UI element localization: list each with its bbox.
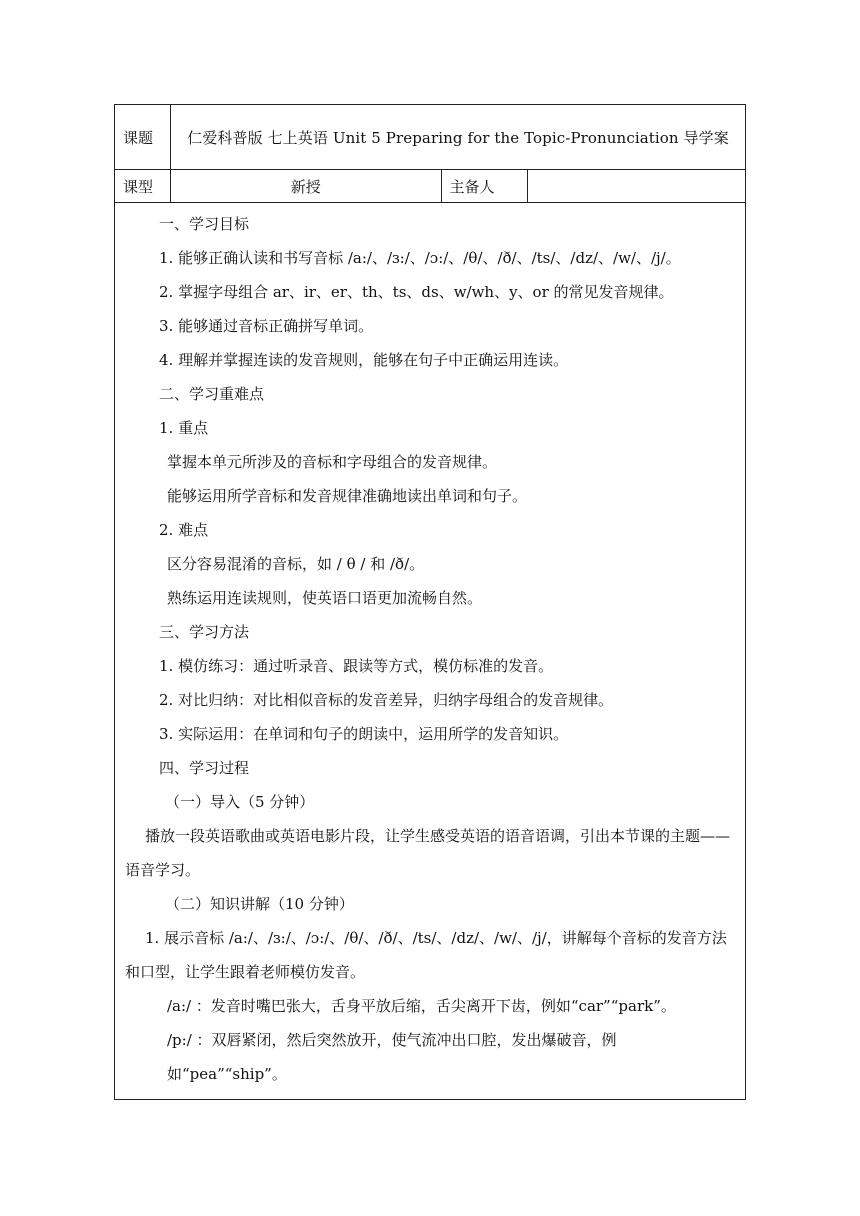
process-part-text: 播放一段英语歌曲或英语电影片段，让学生感受英语的语音语调，引出本节课的主题——语音学习。 [125,827,731,879]
section-heading-process: 四、学习过程 [159,759,250,777]
title-row [115,105,746,170]
objective-item: 3. 能够通过音标正确拼写单词。 [159,317,374,335]
preparer-value [527,170,745,203]
lesson-plan-sheet [114,104,746,1100]
section-heading-objectives: 一、学习目标 [159,215,250,233]
type-label: 课型 [115,170,171,203]
process-part-heading: （二）知识讲解（10 分钟） [165,895,354,913]
phonetic-example: /a:/ ：发音时嘴巴张大，舌身平放后缩，舌尖离开下齿，例如“car”“park”。 [167,997,676,1015]
content-row [115,203,746,1100]
process-part-text: 1. 展示音标 /a:/、/ɜ:/、/ɔ:/、/θ/、/ð/、/ts/、/dz/、/w/、/j/，讲解每个音标的发音方法和口型，让学生跟着老师模仿发音。 [125,929,727,981]
objective-item: 1. 能够正确认读和书写音标 /a:/、/ɜ:/、/ɔ:/、/θ/、/ð/、/ts/、/dz/、/w/、/j/。 [159,249,681,267]
lesson-plan-table [114,104,746,1100]
key-point-item: 掌握本单元所涉及的音标和字母组合的发音规律。 [167,453,498,471]
method-item: 3. 实际运用：在单词和句子的朗读中，运用所学的发音知识。 [159,725,569,743]
method-item: 1. 模仿练习：通过听录音、跟读等方式，模仿标准的发音。 [159,657,554,675]
section-heading-methods: 三、学习方法 [159,623,250,641]
difficulty-item: 区分容易混淆的音标，如 / θ / 和 /ð/。 [167,555,425,573]
process-part-heading: （一）导入（5 分钟） [165,793,315,811]
title-label: 课题 [115,105,171,170]
method-item: 2. 对比归纳：对比相似音标的发音差异，归纳字母组合的发音规律。 [159,691,614,709]
objective-item: 2. 掌握字母组合 ar、ir、er、th、ts、ds、w/wh、y、or 的常见发音规律。 [159,283,674,301]
type-value: 新授 [171,170,441,203]
phonetic-example: /p:/ ：双唇紧闭，然后突然放开，使气流冲出口腔，发出爆破音，例如“pea”“ship”。 [167,1031,617,1083]
preparer-label: 主备人 [441,170,527,203]
difficulty-item: 熟练运用连读规则，使英语口语更加流畅自然。 [167,589,483,607]
difficulties-heading: 2. 难点 [159,521,209,539]
objective-item: 4. 理解并掌握连读的发音规则，能够在句子中正确运用连读。 [159,351,569,369]
key-point-item: 能够运用所学音标和发音规律准确地读出单词和句子。 [167,487,528,505]
section-heading-key-points: 二、学习重难点 [159,385,265,403]
key-points-heading: 1. 重点 [159,419,209,437]
content-cell [115,203,746,1100]
type-row [115,170,746,203]
lesson-title: 仁爱科普版 七上英语 Unit 5 Preparing for the Topic-Pronunciation 导学案 [171,105,746,170]
